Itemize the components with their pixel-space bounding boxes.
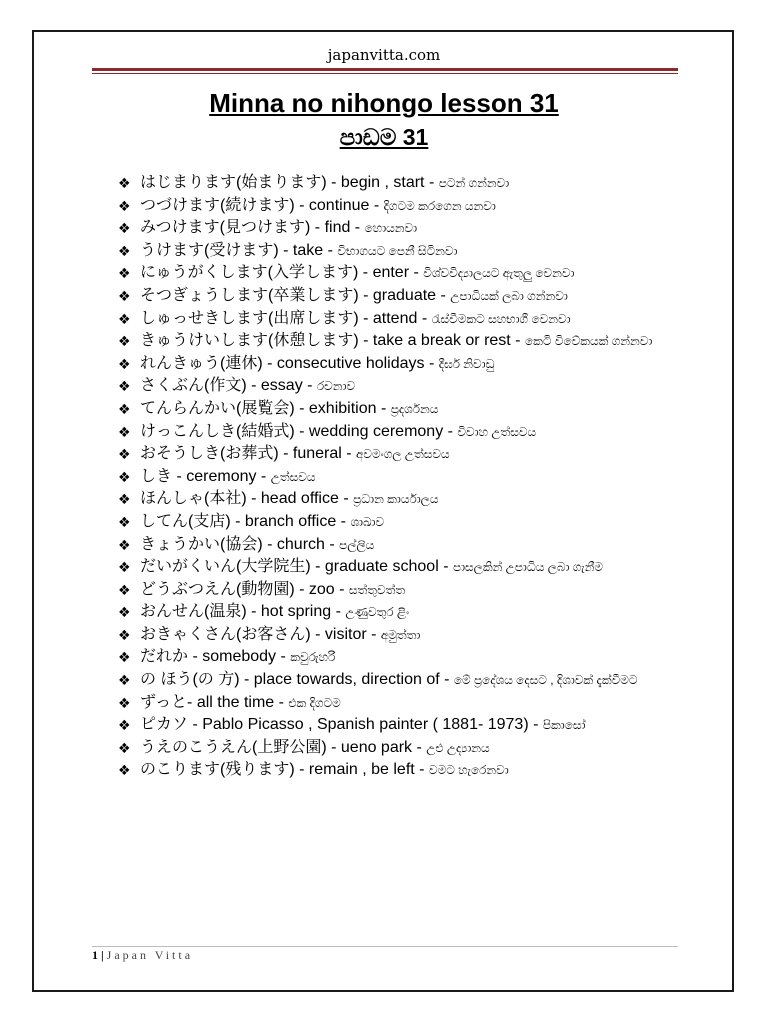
- sinhala-meaning: එක දිගටම: [288, 695, 341, 710]
- sinhala-meaning: ශාඛාව: [350, 514, 385, 529]
- bullet-icon: ❖: [118, 513, 131, 530]
- japanese-term: うけます(受けます): [140, 241, 279, 259]
- vocab-item: [118, 172, 678, 195]
- english-meaning: - attend -: [358, 309, 432, 327]
- sinhala-meaning: රැස්වීමකට සහභාගී වෙනවා: [431, 311, 571, 326]
- sinhala-meaning: ප්‍රදර්ශනය: [390, 401, 439, 416]
- bullet-icon: ❖: [118, 400, 131, 417]
- sinhala-meaning: උපාධියක් ලබා ගන්නවා: [450, 288, 568, 303]
- vocab-item: [118, 511, 678, 534]
- english-meaning: - zoo -: [294, 580, 349, 598]
- sinhala-meaning: උණුවතුර ළිං: [345, 605, 410, 620]
- bullet-icon: ❖: [118, 649, 131, 666]
- japanese-term: しき: [140, 467, 173, 485]
- vocab-item: [118, 714, 678, 737]
- vocab-item: [118, 624, 678, 647]
- japanese-term: だれか: [140, 648, 189, 666]
- footer-separator: |: [101, 948, 104, 962]
- vocab-item: [118, 669, 678, 692]
- bullet-icon: ❖: [118, 310, 131, 327]
- sinhala-meaning: වමට හැරෙනවා: [428, 763, 509, 778]
- bullet-icon: ❖: [118, 604, 131, 621]
- english-meaning: - begin , start -: [326, 174, 439, 191]
- bullet-icon: ❖: [118, 536, 131, 553]
- japanese-term: れんきゅう(連休): [140, 354, 263, 372]
- english-meaning: - head office -: [246, 490, 354, 508]
- bullet-icon: ❖: [118, 672, 131, 689]
- sinhala-meaning: දිගටම කරගෙන යනවා: [383, 198, 496, 213]
- bullet-icon: ❖: [118, 423, 131, 440]
- english-meaning: - graduate -: [358, 286, 451, 304]
- japanese-term: のこります(残ります): [140, 761, 295, 779]
- english-meaning: - essay -: [246, 377, 317, 395]
- sinhala-meaning: උත්සවය: [270, 469, 316, 484]
- sinhala-meaning: අවමංගල උත්සවය: [356, 447, 450, 462]
- vocab-item: [118, 534, 678, 557]
- english-meaning: - branch office -: [230, 512, 351, 530]
- japanese-term: みつけます(見つけます): [140, 219, 311, 237]
- sinhala-meaning: විභාගයට පෙනී සිටිනවා: [337, 243, 458, 258]
- english-meaning: - continue -: [294, 196, 384, 214]
- japanese-term: ほんしゃ(本社): [140, 490, 247, 508]
- japanese-term: の ほう(の 方): [140, 671, 240, 689]
- vocab-item: [118, 240, 678, 263]
- bullet-icon: ❖: [118, 491, 131, 508]
- japanese-term: おんせん(温泉): [140, 603, 247, 621]
- sinhala-meaning: පිකාසෝ: [542, 718, 586, 733]
- english-meaning: - visitor -: [310, 625, 381, 643]
- sinhala-meaning: උඑ උද්‍යානය: [426, 740, 490, 755]
- sinhala-meaning: පල්ලිය: [339, 537, 375, 552]
- sinhala-meaning: අමුත්තා: [380, 627, 421, 642]
- english-meaning: - church -: [262, 535, 340, 553]
- sinhala-meaning: සත්තුවත්ත: [348, 582, 406, 597]
- bullet-icon: ❖: [118, 762, 131, 779]
- english-meaning: - remain , be left -: [294, 761, 429, 779]
- vocab-item: [118, 759, 678, 782]
- bullet-icon: ❖: [118, 446, 131, 463]
- sinhala-meaning: විශ්වවිද්‍යාලයට ඇතුලු වෙනවා: [423, 266, 575, 281]
- vocab-item: [118, 601, 678, 624]
- japanese-term: きゅうけいします(休憩します): [140, 332, 359, 350]
- japanese-term: うえのこうえん(上野公園): [140, 738, 327, 756]
- bullet-icon: ❖: [118, 197, 131, 214]
- english-meaning: - all the time -: [187, 693, 289, 711]
- english-meaning: - enter -: [358, 264, 424, 282]
- vocab-item: [118, 308, 678, 331]
- sinhala-meaning: කවුරුහරි: [290, 650, 336, 665]
- bullet-icon: ❖: [118, 287, 131, 304]
- japanese-term: ずっと: [140, 693, 188, 711]
- vocab-item: [118, 579, 678, 602]
- bullet-icon: ❖: [118, 468, 131, 485]
- vocab-item: [118, 353, 678, 376]
- sinhala-meaning: කෙටි විවේකයක් ගන්නවා: [524, 334, 653, 349]
- bullet-icon: ❖: [118, 265, 131, 282]
- vocab-item: [118, 421, 678, 444]
- vocab-item: [118, 488, 678, 511]
- vocabulary-list: [118, 172, 678, 782]
- sinhala-meaning: දීර්ඝ නිවාඩු: [438, 356, 495, 371]
- english-meaning: - consecutive holidays -: [262, 354, 439, 372]
- bullet-icon: ❖: [118, 175, 131, 191]
- page-subtitle: පාඩම 31: [339, 124, 429, 150]
- japanese-term: どうぶつえん(動物園): [140, 580, 295, 598]
- vocab-item: [118, 217, 678, 240]
- vocab-item: [118, 398, 678, 421]
- japanese-term: だいがくいん(大学院生): [140, 558, 311, 576]
- bullet-icon: ❖: [118, 739, 131, 756]
- japanese-term: ピカソ: [140, 716, 189, 734]
- japanese-term: にゅうがくします(入学します): [140, 264, 359, 282]
- english-meaning: - take -: [278, 241, 338, 259]
- bullet-icon: ❖: [118, 378, 131, 395]
- vocab-item: [118, 646, 678, 669]
- english-meaning: - ceremony -: [172, 467, 271, 485]
- bullet-icon: ❖: [118, 694, 131, 711]
- japanese-term: おきゃくさん(お客さん): [140, 625, 311, 643]
- japanese-term: けっこんしき(結婚式): [140, 422, 295, 440]
- sinhala-meaning: පාසලකින් උපාධිය ලබා ගැනීම: [452, 560, 604, 575]
- bullet-icon: ❖: [118, 626, 131, 643]
- bullet-icon: ❖: [118, 581, 131, 598]
- vocab-item: [118, 375, 678, 398]
- sinhala-meaning: විවාහ උත්සවය: [457, 424, 537, 439]
- footer-rule: [92, 946, 678, 947]
- english-meaning: - place towards, direction of -: [239, 671, 454, 689]
- vocab-item: [118, 195, 678, 218]
- japanese-term: てんらんかい(展覧会): [140, 399, 295, 417]
- sinhala-meaning: රචනාව: [316, 379, 356, 394]
- sinhala-meaning: ප්‍රධාන කාර්යාලය: [353, 492, 439, 507]
- vocab-item: [118, 466, 678, 489]
- english-meaning: - wedding ceremony -: [294, 422, 458, 440]
- english-meaning: - Pablo Picasso , Spanish painter ( 1881- 1973) -: [188, 716, 543, 734]
- japanese-term: そつぎょうします(卒業します): [140, 286, 359, 304]
- bullet-icon: ❖: [118, 717, 131, 734]
- page-title: Minna no nihongo lesson 31: [209, 88, 559, 118]
- vocab-item: [118, 443, 678, 466]
- japanese-term: してん(支店): [140, 512, 231, 530]
- bullet-icon: ❖: [118, 220, 131, 237]
- footer: [92, 948, 193, 963]
- sinhala-meaning: මේ ප්‍රදේශය දෙසට , දිශාවක් දැක්වීමට: [453, 673, 638, 688]
- sinhala-meaning: පටන් ගන්නවා: [438, 176, 510, 190]
- japanese-term: さくぶん(作文): [140, 377, 247, 395]
- english-meaning: - graduate school -: [310, 558, 453, 576]
- vocab-item: [118, 285, 678, 308]
- english-meaning: - take a break or rest -: [358, 332, 525, 350]
- sinhala-meaning: හොයනවා: [364, 221, 418, 236]
- vocab-item: [118, 556, 678, 579]
- japanese-term: つづけます(続けます): [140, 196, 295, 214]
- vocab-item: [118, 330, 678, 353]
- bullet-icon: ❖: [118, 242, 131, 259]
- bullet-icon: ❖: [118, 355, 131, 372]
- japanese-term: おそうしき(お葬式): [140, 445, 279, 463]
- japanese-term: しゅっせきします(出席します): [140, 309, 359, 327]
- vocab-item: [118, 692, 678, 715]
- bullet-icon: ❖: [118, 333, 131, 350]
- japanese-term: はじまります(始まります): [140, 174, 327, 191]
- english-meaning: - ueno park -: [326, 738, 427, 756]
- japanese-term: きょうかい(協会): [140, 535, 263, 553]
- english-meaning: - somebody -: [188, 648, 291, 666]
- footer-name: Japan Vitta: [106, 948, 194, 962]
- page-number: 1: [92, 948, 98, 962]
- vocab-item: [118, 737, 678, 760]
- vocab-item: [118, 262, 678, 285]
- site-header: japanvitta.com: [327, 46, 441, 64]
- bullet-icon: ❖: [118, 559, 131, 576]
- english-meaning: - hot spring -: [246, 603, 346, 621]
- english-meaning: - exhibition -: [294, 399, 391, 417]
- header-rule: [92, 68, 678, 74]
- english-meaning: - find -: [310, 219, 365, 237]
- english-meaning: - funeral -: [278, 445, 357, 463]
